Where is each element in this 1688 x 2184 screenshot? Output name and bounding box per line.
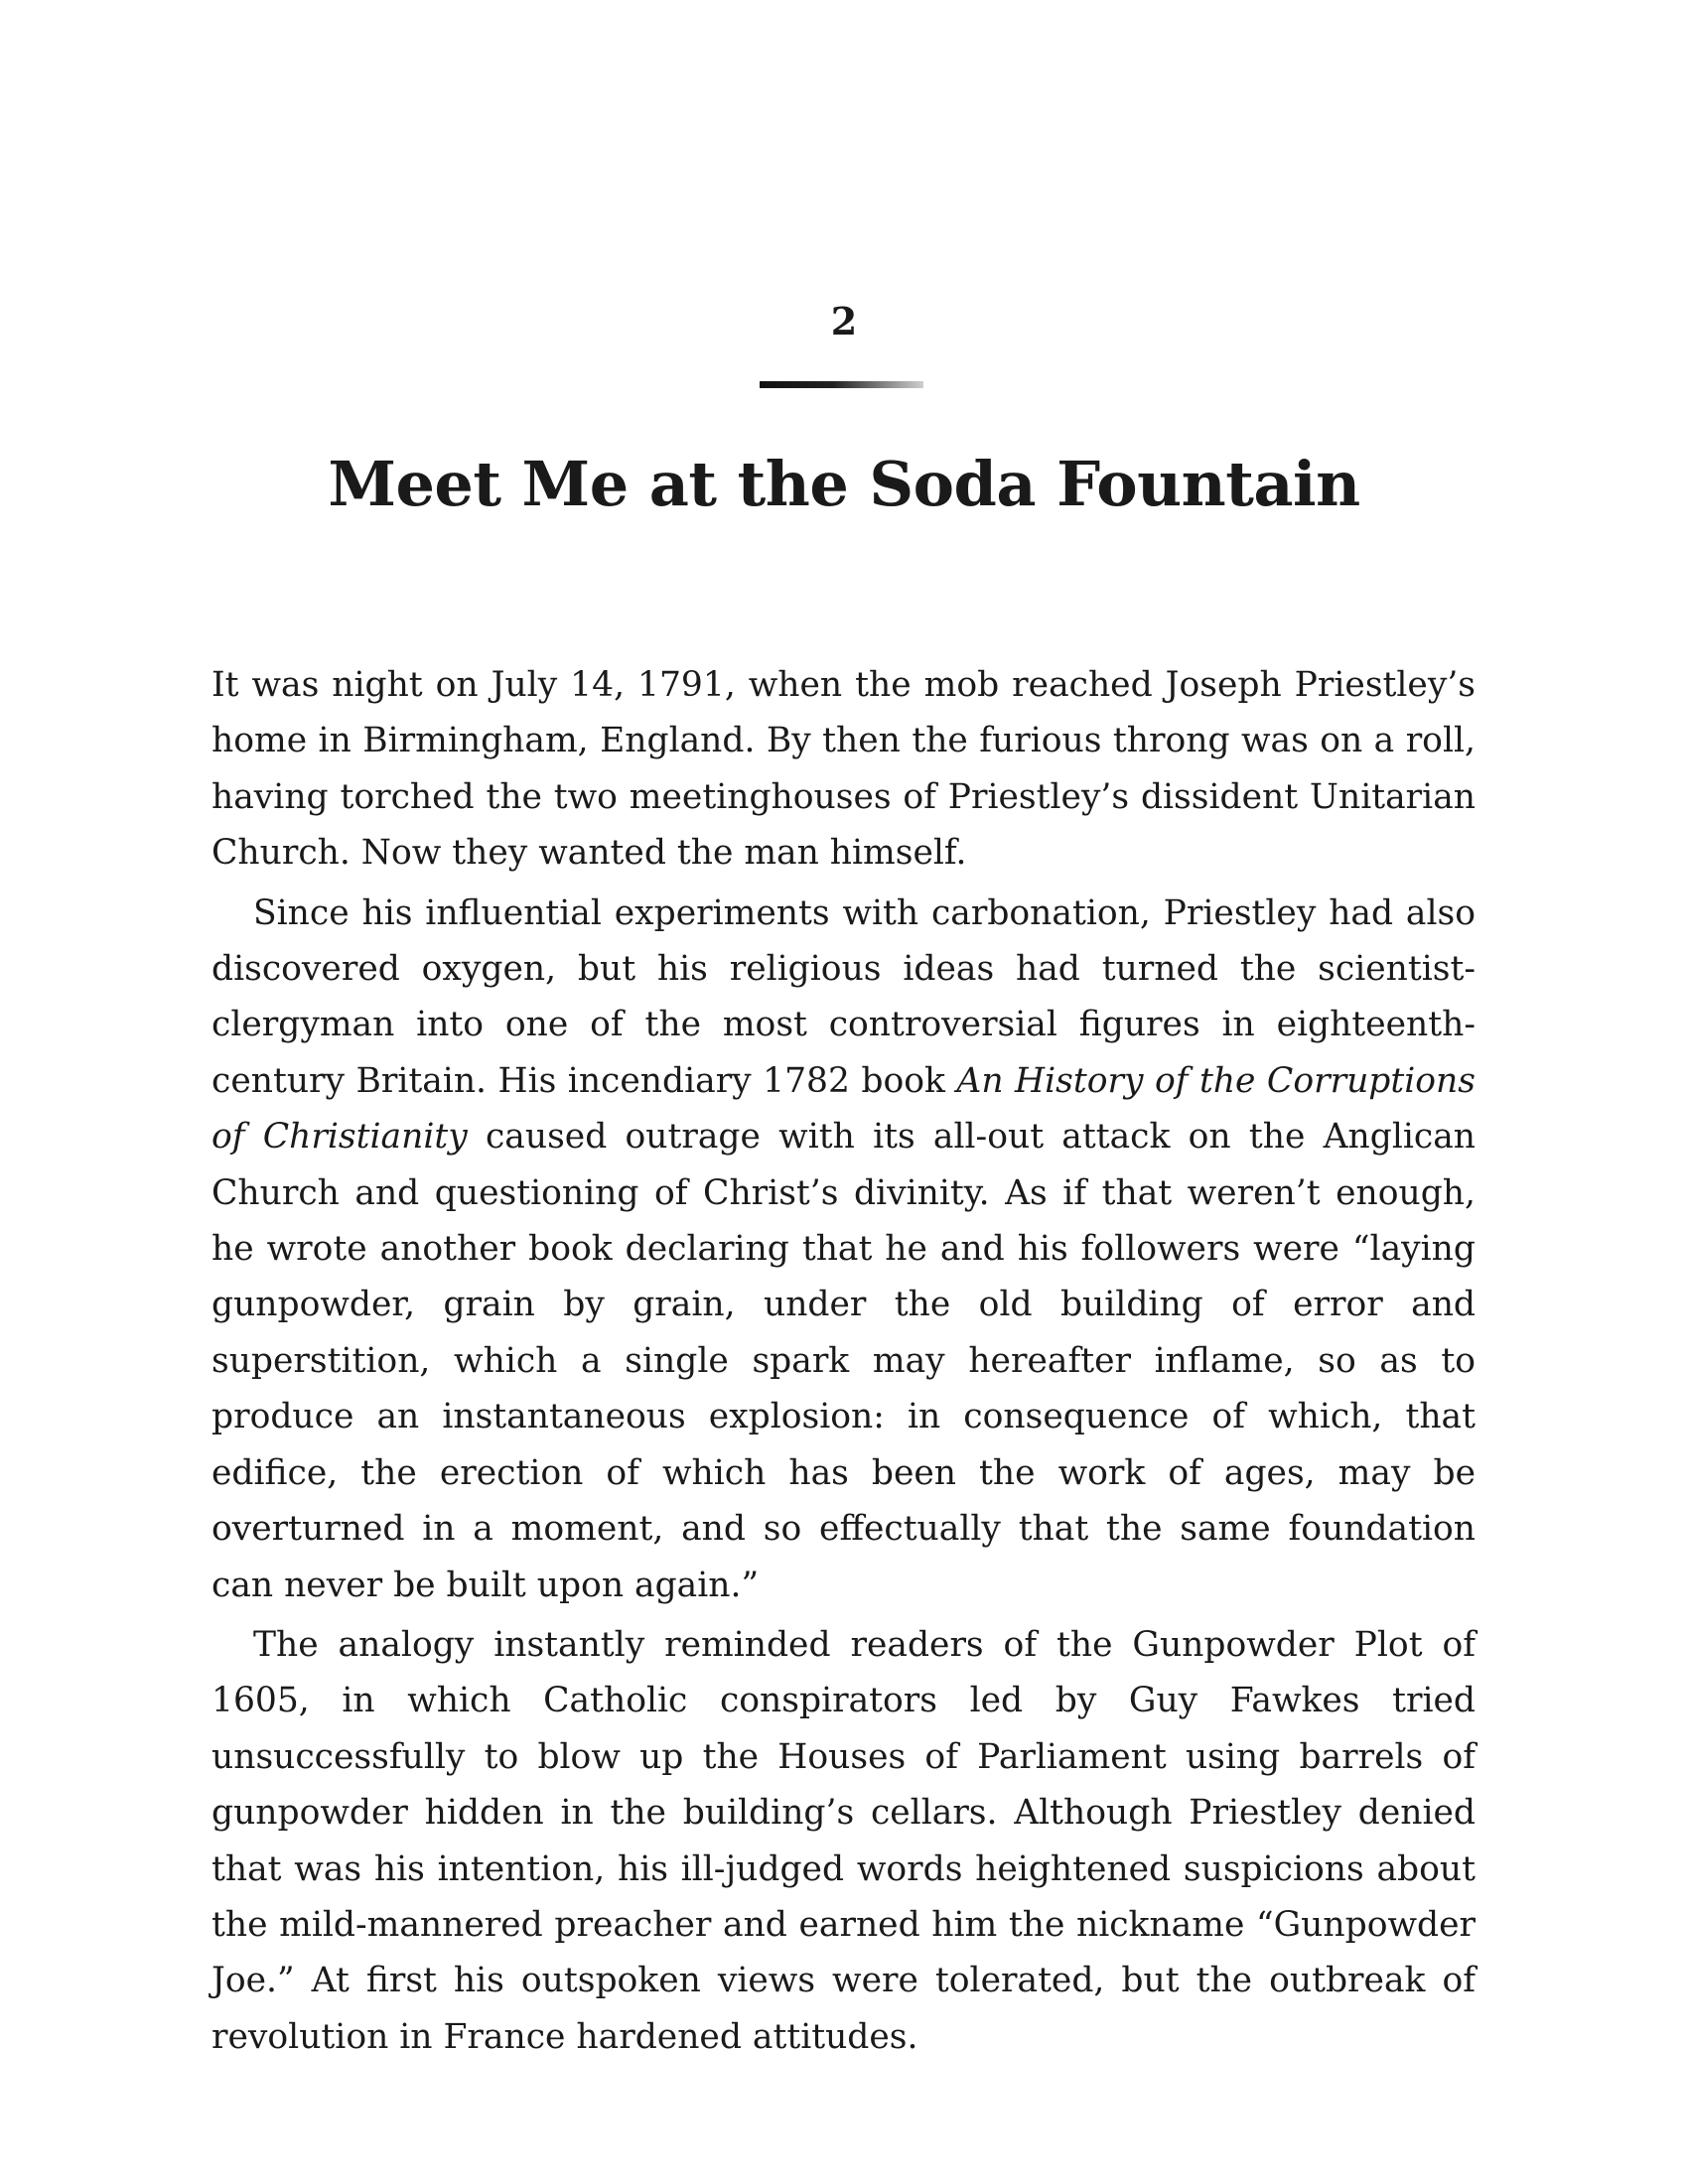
paragraph-2-text-before: Since his influential experiments with carbonation, Priestley had also discovered oxygen, but his religious ideas had turned the scientist-clergyman into one of the most controversial figures in eighteenth-century Britain. His incendiary 1782 book (211, 892, 1476, 1101)
body-text (211, 657, 1476, 2069)
paragraph-1: It was night on July 14, 1791, when the mob reached Joseph Priestley’s home in Birmingham, England. By then the furious throng was on a roll, having torched the two meetinghouses of Priestley’s dissident Unitarian Church. Now they wanted the man himself. (211, 665, 1476, 874)
paragraph-3: The analogy instantly reminded readers of the Gunpowder Plot of 1605, in which Catholic conspirators led by Guy Fawkes tried unsuccessfully to blow up the Houses of Parliament using barrels of gunpowder hidden in the building’s cellars. Although Priestley denied that was his intention, his ill-judged words heightened suspicions about the mild-mannered preacher and earned him the nickname “Gunpowder Joe.” At first his outspoken views were tolerated, but the outbreak of revolution in France hardened attitudes. (211, 1624, 1476, 2057)
chapter-divider-rule (760, 381, 923, 388)
paragraph-2-text-after: caused outrage with its all-out attack on the Anglican Church and questioning of Christ’s divinity. As if that weren’t enough, he wrote another book declaring that he and his followers were “laying gunpowder, grain by grain, under the old building of error and superstition, which a single spark may hereafter inflame, so as to produce an instantaneous explosion: in consequence of which, that edifice, the erection of which has been the work of ages, may be overturned in a moment, and so effectually that the same foundation can never be built upon again.” (211, 1117, 1477, 1605)
book-title-italic: An History of the Corruptions of Christianity (211, 1060, 1476, 1158)
chapter-number: 2 (830, 299, 858, 343)
chapter-title: Meet Me at the Soda Fountain (328, 448, 1360, 520)
paragraph-2 (211, 886, 1476, 1613)
